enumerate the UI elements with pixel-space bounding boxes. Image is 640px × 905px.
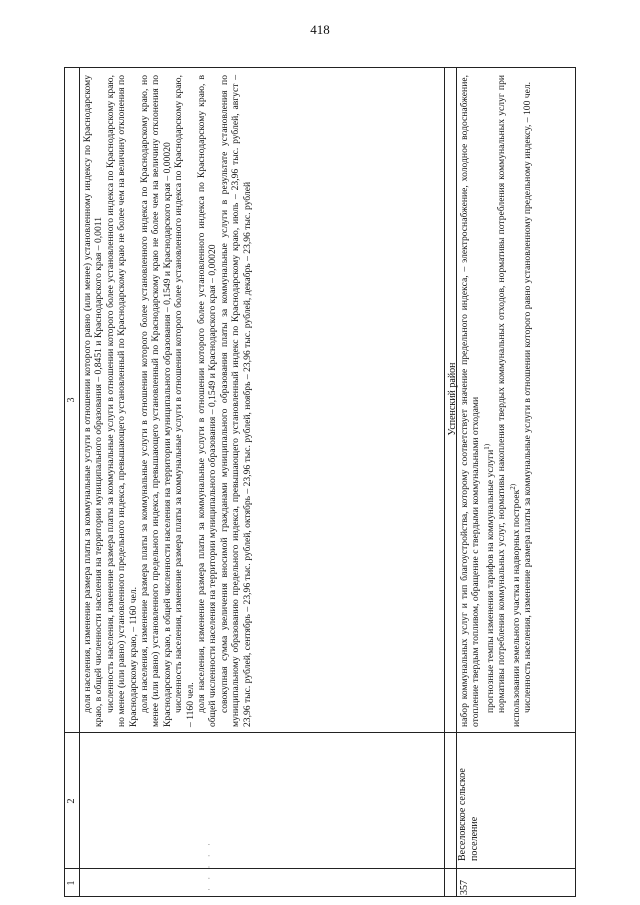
header-col-1: 1	[66, 880, 77, 886]
paragraph: набор коммунальных услуг и тип благоустройства, которому соответствует значение предельного индекса, – электроснабжение, холодное водоснабжение, отопление твердым топливом, обращение с твердыми коммунальными отходами	[459, 75, 482, 727]
footnote-ref: 1)	[482, 443, 491, 450]
footnote-ref: 2)	[508, 483, 517, 490]
header-col-3: 3	[66, 397, 77, 403]
col-divider-1	[64, 868, 576, 869]
header-row-line	[79, 67, 80, 897]
rotated-table	[64, 67, 576, 897]
col-divider-2	[64, 732, 576, 733]
paragraph: совокупная сумма увеличения вносимой гражданами муниципального образования платы за коммунальные услуги в результате установления по муниципальному образованию предельного индекса, превышающего установленный индекс по Краснодарскому краю, июль – 23,96 тыс. рублей, август – 23,96 тыс. рублей, сентябрь – 23,96 тыс. рублей, октябрь – 23,96 тыс. рублей, ноябрь – 23,96 тыс. рублей, декабрь – 23,96 тыс. рублей	[218, 75, 253, 727]
paragraph: численность населения, изменение размера платы за коммунальные услуги в отношении которого равно установленному предельному индексу, – 100 чел.	[522, 81, 534, 713]
row-line-1	[444, 67, 445, 897]
continuation-text	[82, 75, 253, 727]
paragraph: численность населения, изменение размера платы за коммунальные услуги в отношении которого более установленного индекса по Краснодарскому краю, – 1160 чел.	[173, 75, 196, 727]
paragraph: нормативы потребления коммунальных услуг, нормативы накопления твердых коммунальных отходов, нормативы потребления коммунальных услуг при использовании земельного участка и надворных построек	[496, 75, 522, 727]
paragraph: численность населения, изменение размера платы за коммунальные услуги в отношении которого более установленного индекса по Краснодарскому краю, но менее (или равно) установленного предельного индекса, превышающего установленный по Краснодарскому краю не более чем на величину отклонения по Краснодарскому краю, – 1160 чел.	[104, 75, 139, 727]
paragraph: прогнозные темпы изменения тарифов на коммунальные услуги	[485, 449, 496, 713]
row-number: 357	[459, 880, 470, 895]
scan-artifact: · · · · ·	[204, 840, 214, 891]
paragraph: доля населения, изменение размера платы за коммунальные услуги в отношении которого более установленного индекса по Краснодарскому краю, но менее (или равно) установленного предельного индекса, превышающего установленный по Краснодарскому краю не более чем на величину отклонения по Краснодарскому краю, в общей численности населения на территории муниципального образования – 0,1549 и Краснодарского края – 0,00020	[139, 75, 173, 727]
page-number: 418	[310, 22, 330, 37]
paragraph: доля населения, изменение размера платы за коммунальные услуги в отношении которого равно (или менее) установленному индексу по Краснодарскому краю, в общей численности населения на территории муниципального образования – 0,8451 и Краснодарского края – 0,0011	[82, 75, 105, 727]
settlement-name: Веселовское сельское поселение	[457, 768, 480, 861]
region-heading: Успенский район	[447, 362, 458, 436]
header-col-2: 2	[66, 798, 77, 804]
row357-text	[459, 75, 534, 727]
paragraph: доля населения, изменение размера платы за коммунальные услуги в отношении которого более установленного индекса по Краснодарскому краю, в общей численности населения на территории муниципального образования – 0,1549 и Краснодарского края – 0,00020	[196, 75, 219, 727]
